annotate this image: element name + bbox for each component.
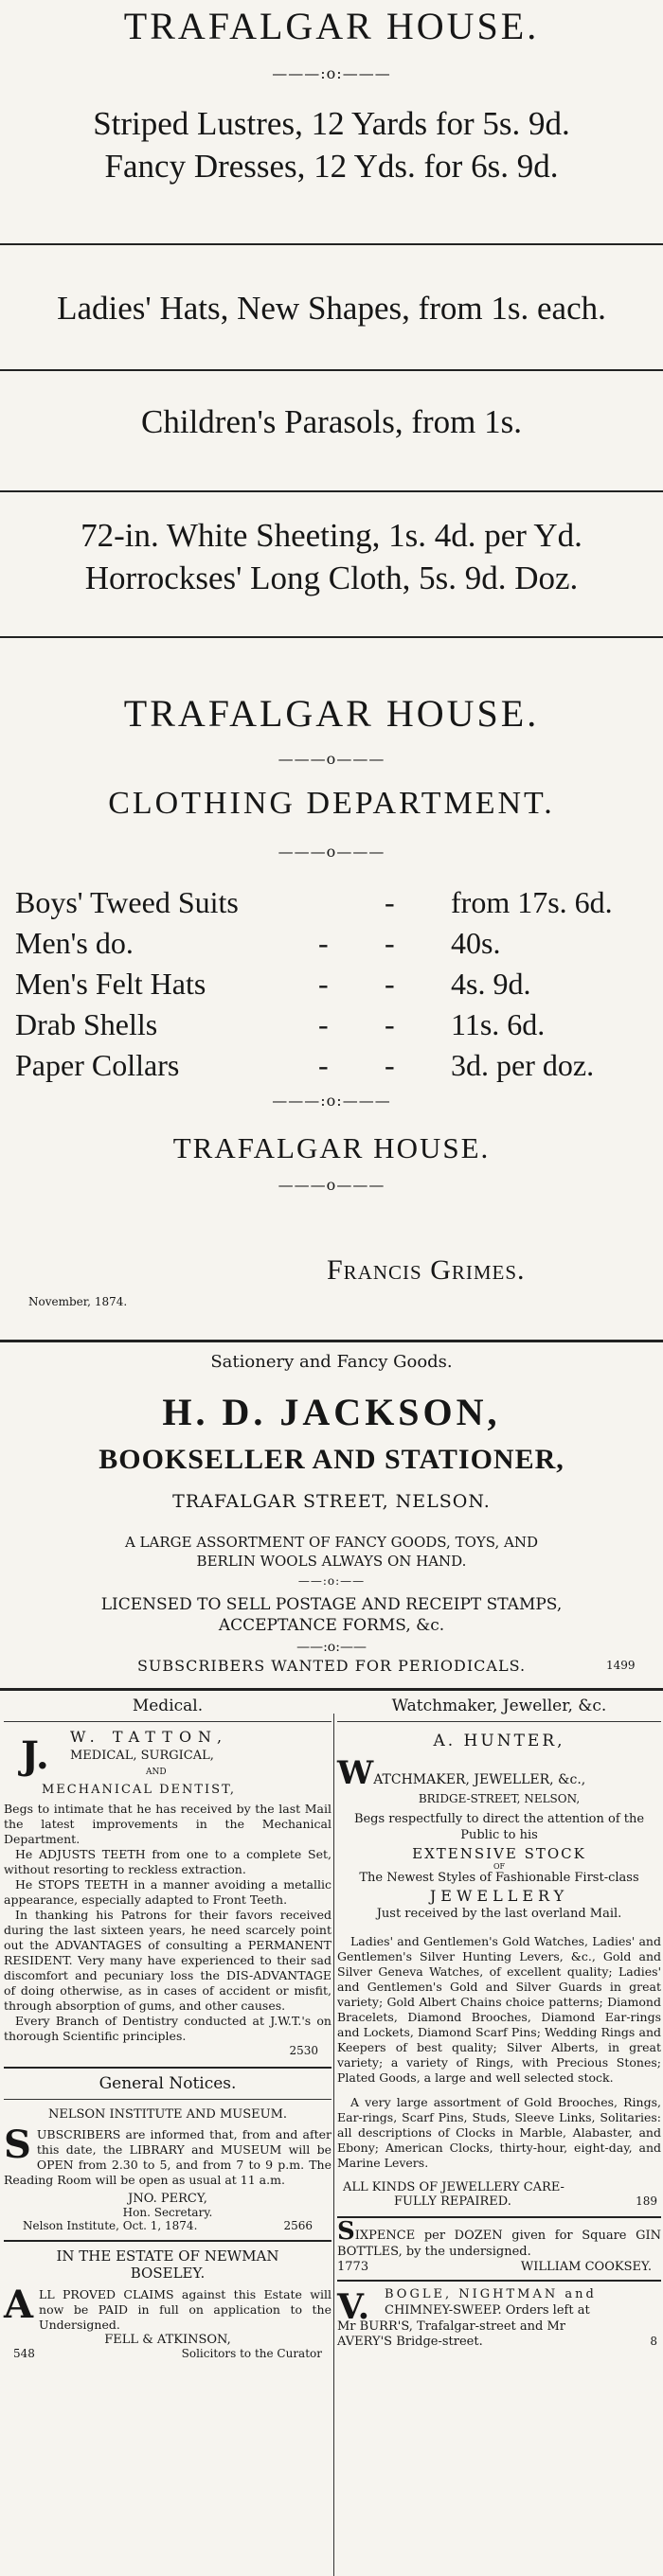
item-price: 11s. 6d. bbox=[451, 1007, 546, 1041]
estate-number: 548 bbox=[13, 2347, 35, 2360]
jackson-name: H. D. JACKSON, bbox=[162, 1391, 501, 1433]
price-row bbox=[15, 926, 659, 964]
claims-footer bbox=[4, 2347, 332, 2360]
trafalgar-title-top: TRAFALGAR HOUSE. bbox=[123, 5, 540, 47]
divider bbox=[0, 636, 663, 638]
institute-dropcap: S bbox=[4, 2123, 31, 2167]
divider bbox=[4, 2099, 332, 2100]
striped-lustres-line: Striped Lustres, 12 Yards for 5s. 9d. bbox=[93, 105, 570, 142]
firm-role: Solicitors to the Curator bbox=[181, 2347, 322, 2360]
dash: - bbox=[385, 885, 395, 919]
stationery-heading: Sationery and Fancy Goods. bbox=[210, 1352, 453, 1372]
hunter-paragraph: A very large assortment of Gold Brooches, Rings, Ear-rings, Scarf Pins, Studs, Sleeve Links, Solitaries: all descriptions of Clocks in Marble, Alabaster, and Ebony; American Clocks, thirty-hour, eight-day, and Marine Levers. bbox=[337, 2095, 661, 2170]
hunter-paragraph: Ladies' and Gentlemen's Gold Watches, Ladies' and Gentlemen's Silver Hunting Levers, &c., Gold and Silver Geneva Watches, of excellent quality; Ladies' and Gentlemen's Gold and Silver Guards in great variety; Gold Albert Chains choice patterns; Diamond Bracelets, Diamond Brooches, Diamond Ear-rings and Lockets, Diamond Scarf Pins; Wedding Rings and Keepers of best quality; Silver Alberts, in great variety; a variety of Rings, with Precious Stones; Plated Goods, a large and well selected stock. bbox=[337, 1934, 661, 2085]
jackson-licensed-1: LICENSED TO SELL POSTAGE AND RECEIPT STAMPS, bbox=[100, 1595, 563, 1614]
bogle-line-1: BOGLE, NIGHTMAN and bbox=[385, 2287, 597, 2301]
claims-dropcap: A bbox=[4, 2283, 34, 2327]
institute-date: Nelson Institute, Oct. 1, 1874. bbox=[23, 2219, 198, 2232]
dash: - bbox=[318, 967, 329, 1001]
price-row bbox=[15, 1048, 659, 1086]
ornament-small: ———o——— bbox=[278, 750, 385, 768]
general-heading: General Notices. bbox=[99, 2074, 237, 2093]
hunter-repair-2: FULLY REPAIRED. 189 bbox=[394, 2194, 657, 2209]
institute-title: NELSON INSTITUTE AND MUSEUM. bbox=[47, 2107, 288, 2122]
divider bbox=[0, 369, 663, 371]
dash: - bbox=[385, 926, 395, 960]
hunter-name: A. HUNTER, bbox=[433, 1732, 565, 1750]
item-price: 4s. 9d. bbox=[451, 967, 531, 1001]
item-price: from 17s. 6d. bbox=[451, 885, 613, 919]
parasols-line: Children's Parasols, from 1s. bbox=[141, 403, 522, 440]
institute-number: 2566 bbox=[283, 2219, 313, 2232]
fancy-dresses-line: Fancy Dresses, 12 Yds. for 6s. 9d. bbox=[104, 148, 559, 185]
divider bbox=[337, 2280, 661, 2282]
hunter-number: 189 bbox=[636, 2194, 657, 2208]
ornament-small: ———o——— bbox=[278, 1176, 385, 1194]
hunter-of: OF bbox=[493, 1862, 506, 1871]
price-row bbox=[15, 967, 659, 1004]
jackson-address: TRAFALGAR STREET, NELSON. bbox=[172, 1491, 491, 1512]
institute-signer-role: Hon. Secretary. bbox=[122, 2206, 213, 2219]
tatton-name: W. TATTON, bbox=[70, 1728, 229, 1746]
tatton-paragraph: He ADJUSTS TEETH from one to a complete Set, without resorting to reckless extraction. bbox=[4, 1847, 332, 1876]
item-price: 40s. bbox=[451, 926, 501, 960]
item-name: Men's do. bbox=[15, 926, 134, 960]
jackson-ornament-line: ——:o:—— bbox=[296, 1640, 367, 1655]
item-name: Boys' Tweed Suits bbox=[15, 885, 239, 919]
divider bbox=[337, 1721, 661, 1722]
tatton-dropcap: J. bbox=[21, 1733, 49, 1778]
estate-line-2: BOSELEY. bbox=[130, 2265, 206, 2282]
estate-line-1: IN THE ESTATE OF NEWMAN bbox=[56, 2247, 279, 2265]
ladies-hats-line: Ladies' Hats, New Shapes, from 1s. each. bbox=[57, 290, 606, 327]
claims-notice: ALL PROVED CLAIMS against this Estate will now be PAID in full on application to the Undersigned. bbox=[4, 2283, 332, 2332]
institute-footer bbox=[4, 2219, 332, 2232]
signature-francis-grimes: Francis Grimes. bbox=[327, 1254, 526, 1286]
jackson-licensed-2: ACCEPTANCE FORMS, &c. bbox=[218, 1616, 445, 1635]
hunter-repair-1: ALL KINDS OF JEWELLERY CARE- bbox=[343, 2180, 564, 2194]
hunter-trade-line: WATCHMAKER, JEWELLER, &c., bbox=[337, 1754, 586, 1792]
tatton-number: 2530 bbox=[289, 2044, 318, 2057]
trafalgar-title-clothing: TRAFALGAR HOUSE. bbox=[123, 692, 540, 735]
divider bbox=[4, 2240, 332, 2242]
divider bbox=[0, 1688, 663, 1691]
item-price: 3d. per doz. bbox=[451, 1048, 595, 1082]
medical-heading: Medical. bbox=[132, 1697, 204, 1715]
ornament-jackson: ——:o:—— bbox=[297, 1574, 366, 1588]
divider bbox=[0, 1340, 663, 1342]
hunter-styles: The Newest Styles of Fashionable First-class bbox=[359, 1871, 639, 1885]
institute-notice: SUBSCRIBERS are informed that, from and after this date, the LIBRARY and MUSEUM will be OPEN from 2.30 to 5, and from 7 to 9 p.m. The Reading Room will be open as usual at 11 a.m. bbox=[4, 2123, 332, 2187]
divider bbox=[4, 1721, 332, 1722]
price-row bbox=[15, 885, 659, 923]
watch-heading: Watchmaker, Jeweller, &c. bbox=[391, 1697, 607, 1715]
bogle-line-4: AVERY'S Bridge-street. bbox=[337, 2335, 483, 2349]
item-name: Paper Collars bbox=[15, 1048, 180, 1082]
tatton-paragraph: Every Branch of Dentistry conducted at J.W.T.'s on thorough Scientific principles. bbox=[4, 2014, 332, 2043]
divider bbox=[0, 243, 663, 245]
hunter-dropcap: W bbox=[337, 1754, 374, 1792]
ornament-clothing: ———:o:——— bbox=[272, 1092, 391, 1110]
tatton-paragraph: Begs to intimate that he has received by the last Mail the latest improvements in the Mechanical Department. bbox=[4, 1802, 332, 1846]
bogle-dropcap: V. bbox=[337, 2287, 370, 2327]
clothing-department-title: CLOTHING DEPARTMENT. bbox=[108, 786, 555, 821]
trafalgar-footer-title: TRAFALGAR HOUSE. bbox=[172, 1131, 491, 1164]
tatton-line-3: MECHANICAL DENTIST, bbox=[42, 1783, 236, 1797]
institute-signer: JNO. PERCY, bbox=[128, 2192, 207, 2206]
claims-firm: FELL & ATKINSON, bbox=[104, 2333, 231, 2347]
item-name: Men's Felt Hats bbox=[15, 967, 206, 1001]
tatton-paragraph: In thanking his Patrons for their favors received during the last sixteen years, he need scarcely point out the ADVANTAGES of consulting a PERMANENT RESIDENT. Very many have experienced to their sad discomfort and pecuniary loss the DIS-ADVANTAGE of doing otherwise, as in cases of accident or misfit, through absorption of gums, and other causes. bbox=[4, 1908, 332, 2013]
divider bbox=[4, 2067, 332, 2069]
jackson-subscribers: SUBSCRIBERS WANTED FOR PERIODICALS. bbox=[136, 1657, 527, 1675]
dash: - bbox=[385, 1007, 395, 1041]
dash: - bbox=[318, 1007, 329, 1041]
bogle-notice bbox=[337, 2287, 661, 2354]
bogle-line-2: CHIMNEY-SWEEP. Orders left at bbox=[385, 2303, 590, 2318]
bogle-number: 8 bbox=[650, 2335, 657, 2348]
ornament-top: ———:o:——— bbox=[272, 64, 391, 82]
white-sheeting-line: 72-in. White Sheeting, 1s. 4d. per Yd. bbox=[81, 517, 582, 554]
hunter-stock: EXTENSIVE STOCK bbox=[412, 1845, 586, 1862]
tatton-line-2: AND bbox=[146, 1768, 167, 1777]
left-column bbox=[4, 1697, 332, 2360]
item-name: Drab Shells bbox=[15, 1007, 158, 1041]
hunter-intro: Begs respectfully to direct the attention of the Public to his bbox=[353, 1812, 645, 1842]
hunter-street: BRIDGE-STREET, NELSON, bbox=[418, 1792, 581, 1805]
hunter-received: Just received by the last overland Mail. bbox=[376, 1907, 622, 1921]
bogle-line-3: Mr BURR'S, Trafalgar-street and Mr bbox=[337, 2319, 566, 2334]
right-column bbox=[337, 1697, 661, 2354]
hunter-jewellery: JEWELLERY bbox=[429, 1887, 569, 1905]
divider bbox=[337, 2216, 661, 2218]
bottles-number: 1773 bbox=[337, 2260, 369, 2274]
long-cloth-line: Horrockses' Long Cloth, 5s. 9d. Doz. bbox=[84, 560, 579, 596]
bottles-footer bbox=[337, 2260, 661, 2274]
bottles-notice: SIXPENCE per DOZEN given for Square GIN BOTTLES, by the undersigned. bbox=[337, 2217, 661, 2259]
jackson-assortment-2: BERLIN WOOLS ALWAYS ON HAND. bbox=[196, 1553, 467, 1570]
price-row bbox=[15, 1007, 659, 1045]
column-divider bbox=[333, 1714, 334, 2576]
tatton-paragraph: He STOPS TEETH in a manner avoiding a metallic appearance, especially adapted to Front Teeth. bbox=[4, 1877, 332, 1907]
jackson-trade: BOOKSELLER AND STATIONER, bbox=[99, 1444, 564, 1475]
divider bbox=[0, 490, 663, 492]
date-november: November, 1874. bbox=[28, 1295, 128, 1308]
dash: - bbox=[318, 926, 329, 960]
dash: - bbox=[385, 1048, 395, 1082]
jackson-assortment-1: A LARGE ASSORTMENT OF FANCY GOODS, TOYS, AND bbox=[124, 1534, 539, 1551]
ornament-small: ———o——— bbox=[278, 843, 385, 861]
dash: - bbox=[318, 1048, 329, 1082]
bottles-dropcap: S bbox=[337, 2217, 355, 2246]
tatton-header bbox=[4, 1728, 332, 1802]
dash: - bbox=[385, 967, 395, 1001]
tatton-line-1: MEDICAL, SURGICAL, bbox=[70, 1749, 214, 1763]
jackson-number: 1499 bbox=[606, 1659, 636, 1672]
bottles-name: WILLIAM COOKSEY. bbox=[520, 2260, 652, 2274]
